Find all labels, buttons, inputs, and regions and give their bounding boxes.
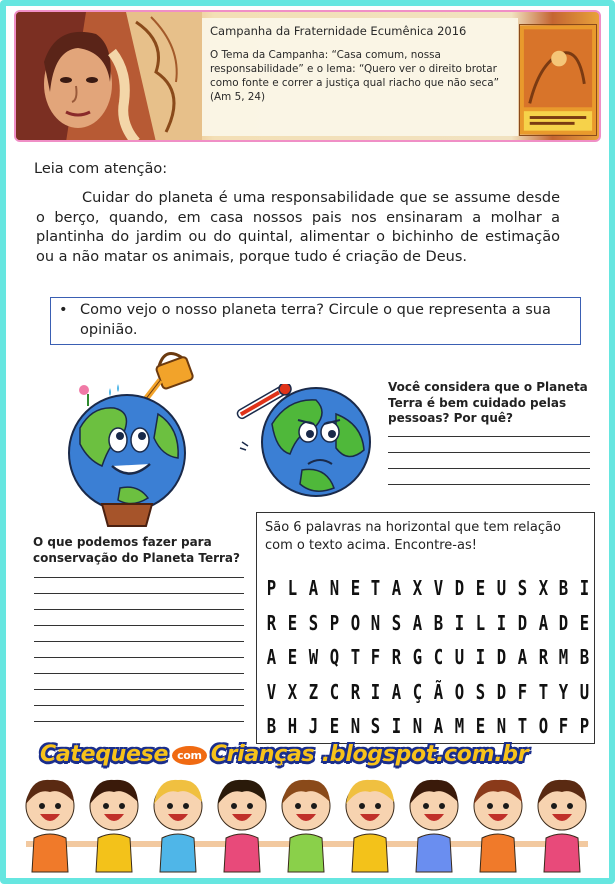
word-search-letter[interactable]: F <box>517 679 527 704</box>
word-search-letter[interactable]: Ã <box>433 679 444 704</box>
word-search-row <box>261 571 595 606</box>
word-search-letter[interactable]: U <box>454 645 465 670</box>
word-search-letter[interactable]: T <box>371 576 381 601</box>
word-search-letter[interactable]: P <box>580 714 590 739</box>
intro-paragraph: Cuidar do planeta é uma responsabilidade que se assume desde o berço, quando, em casa nossos pais nos ensinaram a molhar a plantinha do jardim ou do quintal, alimentar o bichinho de estimação ou a não matar os animais, porque tudo é criação de Deus. <box>36 190 560 265</box>
word-search-letter[interactable]: J <box>308 714 318 739</box>
word-search-letter[interactable]: A <box>308 576 318 601</box>
question-care: Você considera que o Planeta Terra é bem cuidado pelas pessoas? Por quê? <box>388 380 588 425</box>
word-search-letter[interactable]: A <box>412 610 423 635</box>
word-search-letter[interactable]: S <box>475 679 486 704</box>
word-search-letter[interactable]: E <box>475 576 486 601</box>
child-figure <box>538 780 586 872</box>
word-search-letter[interactable]: H <box>287 714 298 739</box>
answer-line[interactable] <box>34 594 244 610</box>
word-search-letter[interactable]: D <box>496 679 506 704</box>
word-search-letter[interactable]: E <box>350 576 360 601</box>
word-search-letter[interactable]: I <box>392 714 402 739</box>
answer-line[interactable] <box>34 578 244 594</box>
word-search-letter[interactable]: S <box>517 576 527 601</box>
answer-line[interactable] <box>34 626 244 642</box>
answer-lines-care[interactable] <box>388 424 590 485</box>
children-holding-hands-illustration <box>14 768 600 876</box>
sick-earth-thermometer-icon[interactable] <box>232 384 382 504</box>
word-search-row <box>261 640 595 675</box>
intro-heading: Leia com atenção: <box>34 161 168 177</box>
word-search-letter[interactable]: N <box>350 714 360 739</box>
answer-line[interactable] <box>388 424 590 437</box>
answer-line[interactable] <box>34 610 244 626</box>
word-search-box <box>256 512 595 744</box>
word-search-letter[interactable]: R <box>350 679 360 704</box>
answer-line[interactable] <box>34 706 244 722</box>
answer-line[interactable] <box>388 437 590 453</box>
blog-title-left: Catequese <box>40 742 169 767</box>
word-search-row <box>261 675 595 710</box>
word-search-letter[interactable]: B <box>433 610 444 635</box>
word-search-letter[interactable]: O <box>350 610 360 635</box>
campaign-artwork-icon <box>16 12 202 142</box>
word-search-letter[interactable]: D <box>496 645 506 670</box>
word-search-letter[interactable]: U <box>496 576 506 601</box>
word-search-letter[interactable]: F <box>371 645 381 670</box>
answer-line[interactable] <box>388 469 590 485</box>
child-figure <box>154 780 202 872</box>
word-search-letter[interactable]: S <box>371 714 381 739</box>
word-search-letter[interactable]: I <box>496 610 506 635</box>
word-search-letter[interactable]: L <box>287 576 298 601</box>
answer-line[interactable] <box>388 453 590 469</box>
banner-text-box <box>202 18 518 136</box>
child-figure <box>218 780 266 872</box>
word-search-letter[interactable]: I <box>580 576 590 601</box>
blog-title-com: com <box>172 746 207 765</box>
word-search-letter[interactable]: W <box>308 645 318 670</box>
word-search-letter[interactable]: D <box>517 610 527 635</box>
banner-theme: O Tema da Campanha: “Casa comum, nossa responsabilidade” e o lema: “Quero ver o direito brotar como fonte e correr a justiça qual riacho que não seca” (Am 5, 24) <box>210 49 499 103</box>
word-search-letter[interactable]: N <box>496 714 506 739</box>
word-search-letter[interactable]: T <box>538 679 548 704</box>
word-search-letter[interactable]: A <box>392 679 402 704</box>
word-search-letter[interactable]: A <box>433 714 444 739</box>
word-search-letter[interactable]: I <box>371 679 381 704</box>
word-search-letter[interactable]: X <box>538 576 548 601</box>
banner-title: Campanha da Fraternidade Ecumênica 2016 <box>210 24 467 38</box>
word-search-letter[interactable]: I <box>454 610 465 635</box>
campaign-poster-icon <box>519 24 597 136</box>
word-search-letter[interactable]: M <box>559 645 569 670</box>
word-search-letter[interactable]: U <box>580 679 590 704</box>
word-search-letter[interactable]: N <box>371 610 381 635</box>
word-search-letter[interactable]: C <box>433 645 444 670</box>
word-search-letter[interactable]: A <box>517 645 527 670</box>
word-search-letter[interactable]: E <box>580 610 590 635</box>
word-search-letter[interactable]: Ç <box>412 679 423 704</box>
answer-lines-conservation[interactable] <box>34 566 244 722</box>
word-search-letter[interactable]: E <box>329 714 339 739</box>
word-search-letter[interactable]: P <box>266 576 277 601</box>
word-search-letter[interactable]: X <box>287 679 298 704</box>
child-figure <box>282 780 330 872</box>
word-search-instructions: São 6 palavras na horizontal que tem relação com o texto acima. Encontre-as! <box>265 520 561 553</box>
answer-line[interactable] <box>34 642 244 658</box>
word-search-letter[interactable]: N <box>329 576 339 601</box>
child-figure <box>410 780 458 872</box>
instruction-text: Como vejo o nosso planeta terra? Circule o que representa a sua opinião. <box>80 302 551 338</box>
child-figure <box>346 780 394 872</box>
word-search-letter[interactable]: T <box>517 714 527 739</box>
word-search-letter[interactable]: C <box>329 679 339 704</box>
word-search-row <box>261 606 595 641</box>
word-search-letter[interactable]: Y <box>559 679 569 704</box>
instruction-box <box>50 297 581 345</box>
word-search-letter[interactable]: Q <box>329 645 339 670</box>
campaign-banner <box>14 10 601 142</box>
word-search-letter[interactable]: V <box>266 679 277 704</box>
answer-line[interactable] <box>34 566 244 578</box>
word-search-letter[interactable]: O <box>454 679 465 704</box>
child-figure <box>474 780 522 872</box>
happy-earth-watering-can-icon[interactable] <box>62 348 212 528</box>
bullet-icon: • <box>59 302 68 318</box>
word-search-letter[interactable]: E <box>475 714 486 739</box>
word-search-letter[interactable]: D <box>454 576 465 601</box>
word-search-letter[interactable]: A <box>392 576 402 601</box>
blog-title-right: Crianças .blogspot.com.br <box>210 742 529 767</box>
answer-line[interactable] <box>34 658 244 674</box>
child-figure <box>90 780 138 872</box>
word-search-letter[interactable]: E <box>287 645 298 670</box>
word-search-letter[interactable]: F <box>559 714 569 739</box>
word-search-letter[interactable]: A <box>538 610 548 635</box>
word-search-letter[interactable]: P <box>329 610 339 635</box>
word-search-letter[interactable]: R <box>538 645 548 670</box>
word-search-letter[interactable]: Z <box>308 679 318 704</box>
word-search-letter[interactable]: V <box>433 576 444 601</box>
word-search-letter[interactable]: O <box>538 714 548 739</box>
word-search-letter[interactable]: S <box>308 610 318 635</box>
word-search-letter[interactable]: G <box>412 645 423 670</box>
word-search-letter[interactable]: R <box>266 610 277 635</box>
word-search-grid[interactable] <box>261 571 595 744</box>
word-search-letter[interactable]: S <box>392 610 402 635</box>
answer-line[interactable] <box>34 674 244 690</box>
word-search-letter[interactable]: B <box>580 645 590 670</box>
answer-line[interactable] <box>34 690 244 706</box>
word-search-letter[interactable]: I <box>475 645 486 670</box>
word-search-letter[interactable]: L <box>475 610 486 635</box>
word-search-letter[interactable]: N <box>412 714 423 739</box>
question-conservation: O que podemos fazer para conservação do Planeta Terra? <box>33 535 240 565</box>
word-search-letter[interactable]: B <box>266 714 277 739</box>
word-search-letter[interactable]: B <box>559 576 569 601</box>
word-search-row <box>261 709 595 744</box>
word-search-letter[interactable]: X <box>412 576 423 601</box>
word-search-letter[interactable]: M <box>454 714 465 739</box>
word-search-letter[interactable]: T <box>350 645 360 670</box>
child-figure <box>26 780 74 872</box>
word-search-letter[interactable]: R <box>392 645 402 670</box>
word-search-letter[interactable]: E <box>287 610 298 635</box>
word-search-letter[interactable]: A <box>266 645 277 670</box>
word-search-letter[interactable]: D <box>559 610 569 635</box>
